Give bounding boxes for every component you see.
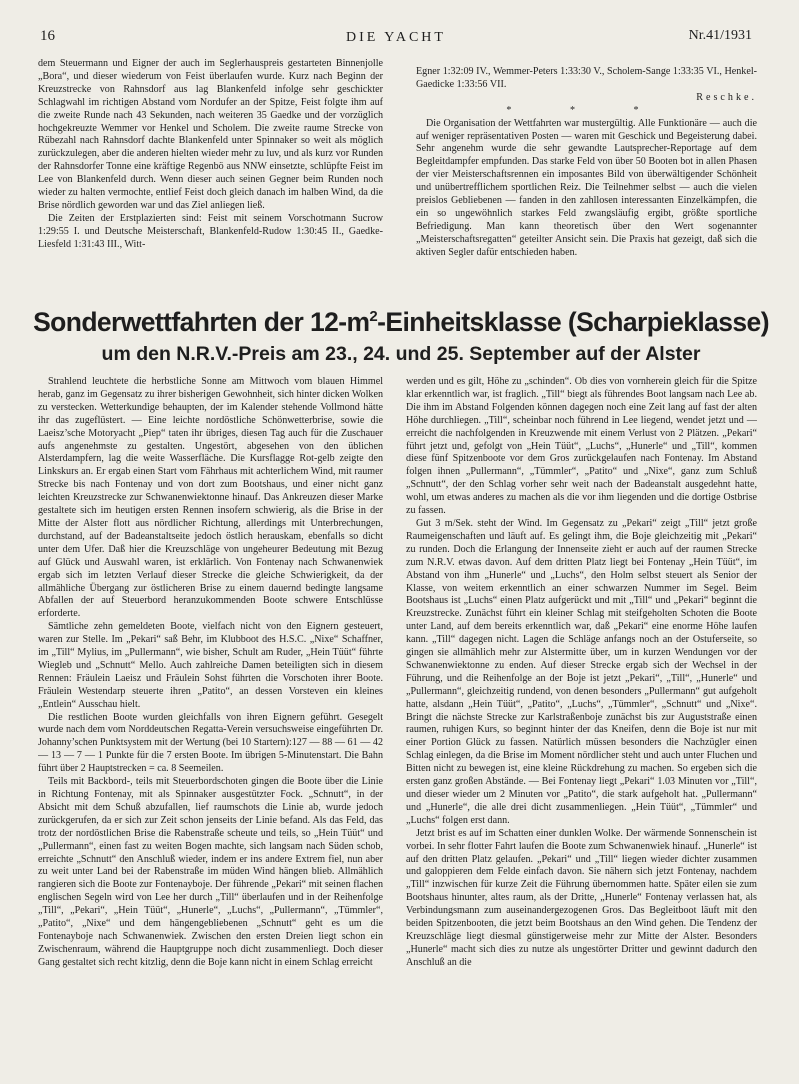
headline-superscript: 2 (369, 308, 378, 325)
headline-subtitle: um den N.R.V.-Preis am 23., 24. und 25. September auf der Alster (101, 342, 701, 365)
article-headline (30, 300, 772, 367)
paragraph: Die Organisation der Wettfahrten war mustergültig. Alle Funktionäre — auch die auf weniger repräsentativen Posten — waren mit Geschick und Begeisterung dabei. Sehr angenehm wurde die sehr gewandte Lautsprecher-Reportage auf dem Begleitdampfer empfunden. Das starke Feld von über 50 Booten bot in allen Phasen der vier Meisterschaftsrennen ein imposantes Bild von überwältigender Schönheit und unübertrefflichem sportlichen Reiz. Die Teilnehmer selbst — auch die vielen preislos Gebliebenen — fanden in den zahllosen interessanten Einzelkämpfen, die ein so ungewöhnlich starkes Feld zwangsläufig ergibt, größte sportliche Befriedigung. Man kann theoretisch über den Wert sogenannter „Meisterschaftsregatten“ geteilter Ansicht sein. Die Praxis hat gezeigt, daß sich die aktiven Segler dafür entschieden haben. (416, 117, 757, 258)
paragraph: Sämtliche zehn gemeldeten Boote, vielfach nicht von den Eignern gesteuert, waren zur Stelle. Im „Pekari“ saß Behr, im Klubboot des H.S.C. „Nixe“ Schaffner, im „Till“ Mylius, im „Pullermann“, wie bisher, Schult am Ruder, „Hein Tüüt“ führte Wiegleb und „Schnutt“ Mello. Auch zahlreiche Damen beteiligten sich in diesem Rennen: Fräulein Laeisz und Fräulein Sohst führten die Vorschoten ihrer Boote. Fräulein Westendarp steuerte ihren „Patito“, an dessen Vorsteven ein kleines „Entlein“ Ausschau hielt. (38, 621, 383, 710)
headline-main-prefix: Sonderwettfahrten der 12-m (33, 306, 370, 337)
paragraph: Die restlichen Boote wurden gleichfalls von ihren Eignern geführt. Gesegelt wurde nach dem vom Norddeutschen Regatta-Verein versuchsweise eingeführten Dr. Johanny’schen Punktsystem mit der Wertung (bei 10 Startern):127 — 88 — 61 — 42 — 13 — 7 — 1 Punkte für die 7 ersten Boote. Im übrigen 5-Minutenstart. Die Bahn führt über 2 Hauptstrecken = ca. 8 Seemeilen. (38, 711, 383, 775)
issue-number: Nr.41/1931 (688, 28, 752, 43)
journal-title: DIE YACHT (346, 30, 446, 45)
top-left-column (38, 58, 383, 280)
paragraph: Jetzt brist es auf im Schatten einer dunklen Wolke. Der wärmende Sonnenschein ist vorbei. In sehr flotter Fahrt laufen die Boote zum Schwanenwiek hinauf. „Hunerle“ ist auf den dritten Platz gelaufen. „Pekari“ und „Till“ liegen wieder dichter zusammen und galoppieren dem Felde einfach davon. Sie nähern sich jetzt Fontenay, nachdem „Till“ inzwischen für kurze Zeit die Führung übernommen hatte. Später eilen sie zum Bootshaus hinunter, altes raum, als der Dritte, „Hunerle“ Fontenay verlassen hat, als Verbindungsmann zum auseinandergezogenen Gros. Das Begleitboot läuft mit den beiden Spitzenbooten, die jetzt beim Bootshaus an den Wind gehen. Die Tendenz der Kreuzschläge liegt diesmal günstigerweise mehr zur Mitte der Alster. Besonders „Hunerle“ macht sich dies zu nutze als ungestörter Dritter und gewinnt dadurch den Anschluß an die (406, 827, 757, 968)
paragraph: Gut 3 m/Sek. steht der Wind. Im Gegensatz zu „Pekari“ zeigt „Till“ jetzt große Raumeigenschaften und läuft auf. Es gelingt ihm, die Boje gleichzeitig mit „Pekari“ zu runden. Doch die Erlangung der Innenseite zieht er auch auf der raumen Strecke zum N.R.V. etwas davon. Auf dem dritten Platz liegt bei Fontenay „Hein Tüüt“, im Abstand von ihm „Hunerle“ und „Luchs“, den Holm selbst steuert als Senior der Klasse, von weitem erkenntlich an einer schwarzen Nummer im Segel. Beim Bootshaus ist „Luchs“ einen Platz aufgerückt und mit „Till“ und „Pekari“ beginnt die Kreuzstrecke. Zunächst führt ein kleiner Schlag mit steifgeholten Schoten die Boote unter Land, auf dem bereits erkenntlich war, daß „Pekari“ eine enorme Höhe laufen kann. „Till“ dagegen nicht. Lagen die Schläge anfangs noch an der Ostuferseite, so gingen sie allmählich mehr zur Alstermitte über, um in kurzen Wendungen vor der Schwanenwiektonne zu enden. Auf dieser Strecke ergab sich der Wechsel in der Führung, und die Reihenfolge an der Boje ist jetzt „Pekari“, „Till“, „Hunerle“ und „Pullermann“, gleichzeitig rundend, von denen besonders „Pullermann“ gut aufgeholt hatte, alsdann „Hein Tüüt“, „Patito“, „Luchs“, „Tümmler“, „Schnutt“ und „Nixe“. Bringt die nächste Strecke zur Karlstraßenboje zunächst bis zur Auguststraße einen raumen, ruhigen Kurs, so beginnt hinter der das Kneifen, denn die Boje ist nur mit einer Portion Glück zu fassen. Natürlich müssen besonders die Nachzügler einen Schlag einlegen, da die Brise im Moment nördlicher steht und auch unter Fluchen und Bitten nicht zu bewegen ist, eine kleine Rückdrehung zu machen. So ergeben sich die ersten ganz großen Abstände. — Bei Fontenay liegt „Pekari“ 1.03 Minuten vor „Till“, und dieser wieder um 2 Minuten vor „Patito“, die stark aufgeholt hat. „Pullermann“ und „Hunerle“, die alle drei dicht zusammenliegen. „Hein Tüüt“, „Tümmler“ und „Luchs“ folgen erst dann. (406, 517, 757, 826)
paragraph: werden und es gilt, Höhe zu „schinden“. Ob dies von vornherein gleich für die Spitze klar erkenntlich war, ist fraglich. „Till“ biegt als führendes Boot langsam nach Lee ab. Die ihm im Abstand Folgenden können dagegen noch eine Zeit lang auf fast der alten Höhe durchliegen. „Till“, scheinbar noch führend in Lee liegend, wendet jetzt und — erreicht die nachfolgenden in Kreuzwende mit einem Verlust von 2 Plätzen. „Pekari“ führt jetzt und, gefolgt von „Hein Tüüt“, „Luchs“, „Hunerle“ und „Till“, kommen diese fünf Spitzenboote vor dem Gros zurückgelaufen nach Fontenay. Im Abstand folgen ihnen „Pullermann“, „Tümmler“, „Patito“ und „Nixe“, ganz zum Schluß „Schnutt“, der den Schlag vorher sehr weit nach der Badeanstalt ausgedehnt hatte, wohl, um etwas anderes zu machen als die vor ihm liegenden und die dortige Ostbrise zu fassen. (406, 376, 757, 517)
page-number: 16 (40, 28, 55, 44)
paragraph: Teils mit Backbord-, teils mit Steuerbordschoten gingen die Boote über die Linie in Richtung Fontenay, mit als Spinnaker ausgestützter Fock. „Schnutt“, in der Absicht mit dem Schuß abzufallen, lief raumschots die Linie ab, wurde jedoch zurückgerufen, da er sich zur Zeit schon jenseits der Linie befand. Als das Feld, das trotz der nordöstlichen Brise die Rabenstraße scheute und teils, so „Hein Tüüt“ und „Pullermann“, einen fast zu weiten Bogen machte, sich langsam nach Süden schob, erreichte „Schnutt“ den Anschluß wieder, indem er ins andere Extrem fiel, nun aber zu weit unter Land bei der Rabenstraße im müden Wind hängen blieb. Allmählich rangieren sich die Boote zur Fontenayboje. Der führende „Pekari“ mit seinen flachen englischen Segeln wird von Lee her durch „Till“ überlaufen und in der Reihenfolge „Till“, „Pekari“, „Hein Tüüt“, „Hunerle“, „Luchs“, „Pullermann“, „Tümmler“, „Patito“, „Nixe“ und dem hängengebliebenen „Schnutt“ geht es um die Fontenayboje nach Schwanenwiek. Zwischen den ersten Dreien liegt schon ein Zwischenraum, während die Hauptgruppe noch dicht zusammenliegt. Doch dieser Gang gestaltet sich recht kitzlig, denn die Boje kann nicht in einem Schlag erreicht (38, 776, 383, 968)
body-left-column (38, 376, 383, 1076)
paragraph: Die Zeiten der Erstplazierten sind: Feist mit seinem Vorschotmann Sucrow 1:29:55 I. und Deutsche Meisterschaft, Blankenfeld-Rudow 1:30:45 II., Gaedke-Liesfeld 1:31:43 III., Witt- (38, 212, 383, 250)
section-separator: * * * (506, 104, 667, 116)
body-right-column (406, 376, 757, 1076)
author-signature: Reschke. (696, 91, 757, 103)
race-results: Egner 1:32:09 IV., Wemmer-Peters 1:33:30 V., Scholem-Sange 1:33:35 VI., Henkel-Gaedicke 1:33:56 VII. (416, 66, 757, 90)
headline-main-suffix: -Einheitsklasse (Scharpieklasse) (377, 306, 769, 337)
paragraph: Strahlend leuchtete die herbstliche Sonne am Mittwoch vom blauen Himmel herab, ganz im Gegensatz zu ihrer bisherigen Gewohnheit, sich hinter dicken Wolken zu verstecken. Wetterkundige behaupten, der im Kalender stehende Vollmond hätte ihr das zugeflüstert. — Eine leichte nordöstliche Schönwetterbrise, sowie die Laeisz’sche Motoryacht „Piep“ taten ihr übriges, diesen Tag auch für die Zuschauer aufs angenehmste zu gestalten. Ungestört, abgesehen von den üblichen Alsterdampfern, lag die weite Wasserfläche. Die Kursflagge Rot-gelb zeigte den Linkskurs an. Er ergab einen Start vom Fährhaus mit achterlichem Wind, mit raumer Strecke bis nach Fontenay und von dort zum Bootshaus, und einer nicht ganz leichten Kreuzstrecke zur Schwanenwiektonne hinauf. Das Ankreuzen dieser Marke gestaltete sich im heutigen ersten Rennen insofern schwierig, als die Brise in der Mitte der Alster flott aus nördlicher Richtung, allerdings mit Unterbrechungen, durchstand, auf der Badeanstaltseite jedoch östlich herauskam, ebenfalls so dicht unter dem Ufer. Daß hier die Kreuzschläge von ungeheurer Bedeutung mit Bezug auf Glück und Auswahl waren, ist erklärlich. Von Fontenay nach Schwanenwiek ergab sich im letzten Verlauf dieser Strecke die gleiche Schwierigkeit, da der allmähliche Übergang zur östlicheren Brise zu einem dauernd bedingte langsame Abfallen der auf Steuerbord heranzukommenden Boote schwere Entschlüsse erforderte. (38, 376, 383, 620)
paragraph: dem Steuermann und Eigner der auch im Seglerhauspreis gestarteten Binnenjolle „Bora“, und dieser wiederum von Feist überlaufen wurde. Kurz nach Beginn der Kreuzstrecke von Rahnsdorf aus lag Blankenfeld infolge sehr geschickter Schlagwahl im richtigen Abstand vom Nordufer an der Spitze, Feist folgte ihm auf die zweite Runde nach 43 Sekunden, nach weiteren 35 Gaedke und der vorzüglich hochgekreuzte Wemmer vor Henkel und Scholem. Die zweite raume Strecke von Rübezahl nach Rahnsdorf dachte Blankenfeld unter Spinnaker so weit als möglich zurückzulegen, aber die anderen hielten wieder mehr zu luv, und als kurz vor Runden der Rahnsdorfer Tonne eine kräftige Regenbö aus NNW einsetzte, schlüpfte Feist im Lee von Blankenfeld durch. Wenn dieser auch seinen Gegner beim Runden noch wieder zu halten vermochte, entlief Feist doch gleich danach im halben Wind, da die Brise nördlich geworden war und das Ziel anliegen ließ. (38, 58, 383, 211)
page-header (40, 28, 752, 54)
top-right-column (416, 66, 757, 298)
headline-main (30, 300, 772, 339)
